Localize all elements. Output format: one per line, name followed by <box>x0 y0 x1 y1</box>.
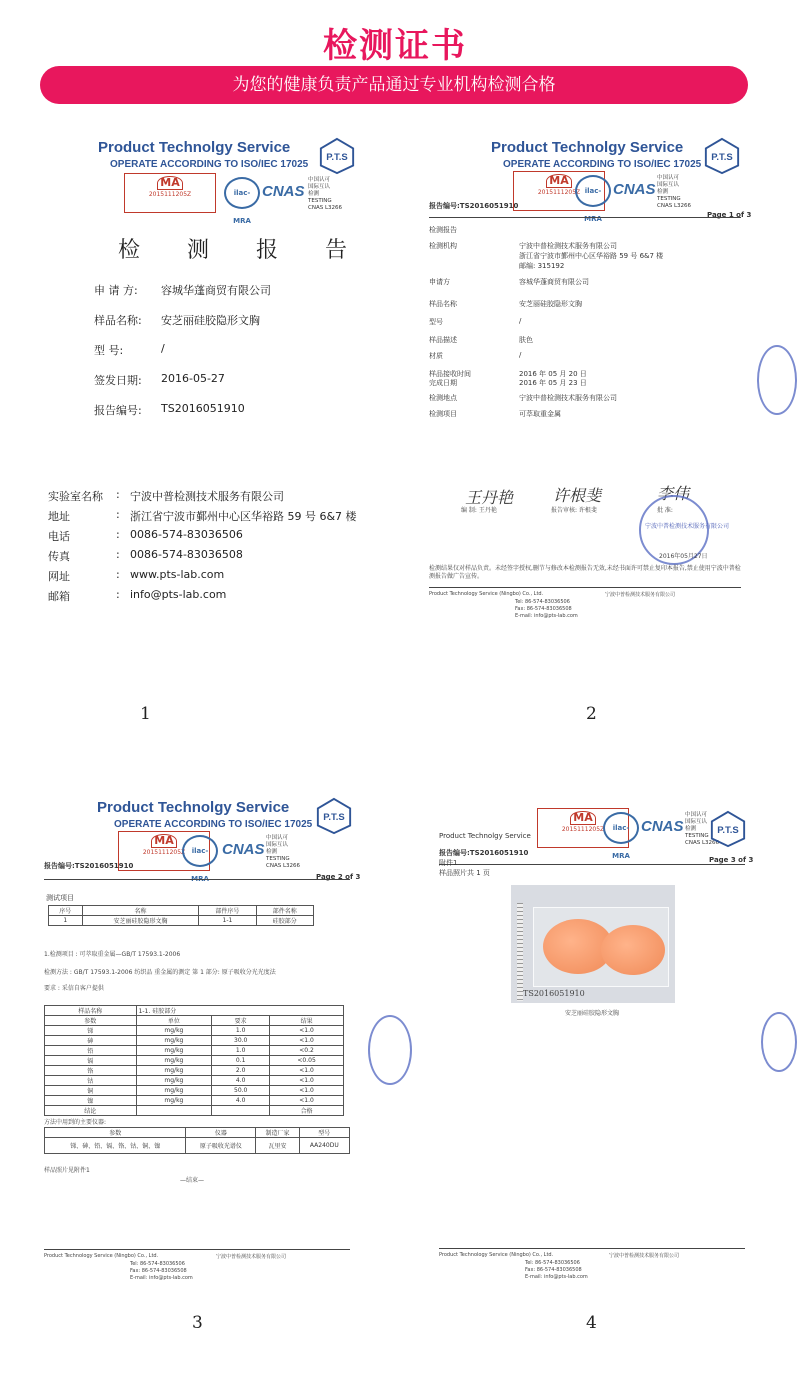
footer-company-en: Product Technology Service (Ningbo) Co., Ltd. <box>439 1252 554 1258</box>
page-indicator: Page 2 of 3 <box>316 873 361 881</box>
lab-label: 传真 <box>48 550 70 563</box>
end-mark: —结束— <box>180 1177 205 1184</box>
report-number: 报告编号:TS2016051910 <box>44 862 134 870</box>
footer-fax: Fax: 86-574-83036508 <box>515 606 572 612</box>
stamp-text: 宁波中普检测技术服务有限公司 <box>645 523 730 530</box>
cnas-logo: CNAS <box>641 818 684 835</box>
lab-label: 网址 <box>48 570 70 583</box>
report-title: 检 测 报 告 <box>118 238 367 263</box>
lab-value: 0086-574-83036508 <box>130 548 243 561</box>
ilac-mra-icon: ilac-MRA <box>224 177 260 209</box>
table-header: 制造厂家 <box>256 1128 299 1138</box>
lab-value: info@pts-lab.com <box>130 588 227 601</box>
lab-value: www.pts-lab.com <box>130 568 225 581</box>
svg-text:P.T.S: P.T.S <box>323 811 345 823</box>
row-value: 宁波中普检测技术服务有限公司 <box>519 242 617 250</box>
pts-logo-icon <box>318 137 356 175</box>
service-title: Product Technolgy Service <box>98 139 291 156</box>
row-label: 检测地点 <box>429 394 457 402</box>
field-label: 申 请 方: <box>94 284 138 297</box>
photo-caption: 安芝丽硅胶隐形文胸 <box>565 1010 620 1017</box>
page-number: 4 <box>586 1313 597 1333</box>
row-value: 2016 年 05 月 20 日 <box>519 370 587 378</box>
table-row: 砷 mg/kg 30.0 <1.0 <box>45 1036 344 1046</box>
row-value: / <box>519 351 522 359</box>
certificate-page-4[interactable] <box>425 800 775 1290</box>
field-value: 2016-05-27 <box>161 372 225 385</box>
edge-stamp <box>757 345 797 415</box>
row-label: 申请方 <box>429 278 450 286</box>
row-value: 可萃取重金属 <box>519 410 561 418</box>
table-header: 参数 <box>45 1128 186 1138</box>
photo-count: 样品照片共 1 页 <box>439 869 490 877</box>
signature-compiler: 王丹艳 <box>465 488 514 507</box>
edge-stamp <box>761 1012 797 1072</box>
field-label: 型 号: <box>94 344 124 357</box>
operate-text: OPERATE ACCORDING TO ISO/IEC 17025 <box>110 159 309 170</box>
item-table <box>48 905 314 926</box>
ilac-mra-icon: ilac-MRA <box>603 812 639 844</box>
annex-title: 附件1 <box>439 859 458 867</box>
method-line: 要求 : 采信自客户提供 <box>44 985 104 992</box>
footer-company-en: Product Technology Service (Ningbo) Co., Ltd. <box>44 1253 159 1259</box>
footer-email: E-mail: info@pts-lab.com <box>130 1275 193 1281</box>
footer-tel: Tel: 86-574-83036506 <box>130 1261 185 1267</box>
cma-seal: MA 2015111205Z <box>513 171 605 211</box>
signature-role: 编 制: 王丹艳 <box>461 507 497 514</box>
signature-approver: 李伟 <box>657 484 690 503</box>
table-row: 铅 mg/kg 1.0 <0.2 <box>45 1046 344 1056</box>
lab-label: 邮箱 <box>48 590 70 603</box>
table-row: 铬 mg/kg 2.0 <1.0 <box>45 1066 344 1076</box>
table-header: 仪器 <box>186 1128 256 1138</box>
method-line: 检测方法 : GB/T 17593.1-2006 纺织品 重金属的测定 第 1 部分: 原子吸收分光光度法 <box>44 969 276 976</box>
lab-value: 宁波中普检测技术服务有限公司 <box>130 490 284 503</box>
signature-reviewer: 许根斐 <box>553 486 602 505</box>
sample-photo[interactable] <box>511 885 675 1003</box>
certificate-page-3[interactable] <box>40 787 390 1292</box>
footer-company-en: Product Technology Service (Ningbo) Co., Ltd. <box>429 591 544 597</box>
table-row: 锑、砷、铅、镉、铬、钴、铜、镍 原子吸收光谱仪 瓦里安 AA240DU <box>45 1138 350 1154</box>
pts-logo-icon <box>703 137 741 175</box>
cnas-caption: 中国认可 国际互认 检测 TESTING CNAS L3266 <box>685 812 720 846</box>
lab-label: 地址 <box>48 510 70 523</box>
table-row: 镉 mg/kg 0.1 <0.05 <box>45 1056 344 1066</box>
page-indicator: Page 1 of 3 <box>707 211 752 219</box>
row-label: 型号 <box>429 318 443 326</box>
signature-role: 批 准: <box>657 507 673 514</box>
report-number: 报告编号:TS2016051910 <box>429 202 519 210</box>
row-label: 样品接收时间 <box>429 370 471 378</box>
row-value: 浙江省宁波市鄞州中心区华裕路 59 号 6&7 楼 <box>519 252 664 260</box>
photo-label: TS2016051910 <box>523 989 585 998</box>
row-label: 样品名称 <box>429 300 457 308</box>
method-line: 1.检测项目 : 可萃取重金属—GB/T 17593.1-2006 <box>44 951 181 958</box>
cnas-caption: 中国认可 国际互认 检测 TESTING CNAS L3266 <box>266 835 301 869</box>
operate-text: OPERATE ACCORDING TO ISO/IEC 17025 <box>114 819 313 830</box>
table-row: 钴 mg/kg 4.0 <1.0 <box>45 1076 344 1086</box>
certificate-page-1[interactable]: Product Technolgy Service OPERATE ACCORDING TO ISO/IEC 17025 P.T.S MA 2015111205Z ilac-MRA CNAS 中国认可 国际互认 检测 TESTING CNAS L3266 检 测 报 告 申 请 方: 容城华蓬商贸有限公司 样品名称: 安芝丽硅胶隐形文胸 型 号: / 签发日期: 2016-05-27 报告编号: TS2016051910 实验室名称 宁波中普检测技术服务有限公司 地址 浙江省宁波市鄞州中心区华裕路 59 号 6&7 楼 电话 0086-574-83036506 传真 0086-574-83036508 网址 www.pts-lab.com 邮箱 info@pts-lab.com : : : : : : <box>40 125 380 685</box>
cma-seal: MA 2015111205Z <box>118 831 210 871</box>
field-value: / <box>161 342 165 355</box>
instrument-title: 方法中用到的主要仪器: <box>44 1119 107 1126</box>
subtitle-banner: 为您的健康负责产品通过专业机构检测合格 <box>40 66 748 104</box>
table-header: 名称 <box>82 906 199 916</box>
table-row: 镍 mg/kg 4.0 <1.0 <box>45 1096 344 1106</box>
table-row: 锑 mg/kg 1.0 <1.0 <box>45 1026 344 1036</box>
page-indicator: Page 3 of 3 <box>709 856 754 864</box>
right-cup <box>601 925 665 975</box>
footer-email: E-mail: info@pts-lab.com <box>525 1274 588 1280</box>
pts-logo-icon <box>709 810 747 848</box>
footer-fax: Fax: 86-574-83036508 <box>130 1268 187 1274</box>
footer-company-cn: 宁波中普检测技术服务有限公司 <box>216 1254 287 1260</box>
page-number: 2 <box>586 704 597 724</box>
row-label: 检测机构 <box>429 242 457 250</box>
table-row: 1 安芝丽硅胶隐形文胸 1-1 硅胶部分 <box>49 916 314 926</box>
field-value: TS2016051910 <box>161 402 245 415</box>
table-header: 单位 <box>136 1016 212 1026</box>
cnas-logo: CNAS <box>262 183 305 200</box>
footer-tel: Tel: 86-574-83036506 <box>515 599 570 605</box>
table-row: 结论 合格 <box>45 1106 344 1116</box>
cma-seal: MA 2015111205Z <box>537 808 629 848</box>
field-label: 样品名称: <box>94 314 142 327</box>
row-value: 肤色 <box>519 336 533 344</box>
ilac-mra-icon: ilac-MRA <box>575 175 611 207</box>
table-header: 部件序号 <box>199 906 256 916</box>
row-value: 容城华蓬商贸有限公司 <box>519 278 589 286</box>
svg-text:P.T.S: P.T.S <box>711 151 733 163</box>
lab-value: 0086-574-83036506 <box>130 528 243 541</box>
footer-company-cn: 宁波中普检测技术服务有限公司 <box>609 1253 680 1259</box>
lab-label: 电话 <box>48 530 70 543</box>
section-title: 测试项目 <box>46 894 74 902</box>
field-value: 安芝丽硅胶隐形文胸 <box>161 314 260 327</box>
row-label: 检测项目 <box>429 410 457 418</box>
pts-logo-icon <box>315 797 353 835</box>
report-number: 报告编号:TS2016051910 <box>439 849 529 857</box>
service-title: Product Technolgy Service <box>439 832 531 840</box>
footer-fax: Fax: 86-574-83036508 <box>525 1267 582 1273</box>
svg-text:P.T.S: P.T.S <box>717 824 739 836</box>
table-header: 序号 <box>49 906 83 916</box>
section-title: 检测报告 <box>429 226 457 234</box>
table-header: 型号 <box>299 1128 349 1138</box>
cnas-caption: 中国认可 国际互认 检测 TESTING CNAS L3266 <box>657 175 692 209</box>
row-value: / <box>519 317 522 325</box>
row-label: 完成日期 <box>429 379 457 387</box>
cma-seal: MA 2015111205Z <box>124 173 216 213</box>
row-value: 宁波中普检测技术服务有限公司 <box>519 394 617 402</box>
row-value: 2016 年 05 月 23 日 <box>519 379 587 387</box>
ruler <box>517 903 523 1001</box>
page-number: 1 <box>140 704 151 724</box>
row-value: 安芝丽硅胶隐形文胸 <box>519 300 582 308</box>
service-title: Product Technolgy Service <box>491 139 684 156</box>
field-value: 容城华蓬商贸有限公司 <box>161 284 271 297</box>
field-label: 报告编号: <box>94 404 142 417</box>
certificate-page-2[interactable] <box>425 125 773 630</box>
field-label: 签发日期: <box>94 374 142 387</box>
row-label: 材质 <box>429 352 443 360</box>
report-note: 检测结果仅对样品负责。未经签字授权,删节与修改本检测报告无效,未经书面许可禁止复印本报告,禁止使用宁波中普检测报告做广告宣传。 <box>429 565 741 580</box>
lab-value: 浙江省宁波市鄞州中心区华裕路 59 号 6&7 楼 <box>130 510 357 523</box>
footer-company-cn: 宁波中普检测技术服务有限公司 <box>605 592 676 598</box>
table-header: 部件名称 <box>256 906 313 916</box>
cnas-logo: CNAS <box>222 841 265 858</box>
table-header: 结果 <box>270 1016 344 1026</box>
table-header: 要求 <box>212 1016 270 1026</box>
row-label: 样品描述 <box>429 336 457 344</box>
table-row: 铜 mg/kg 50.0 <1.0 <box>45 1086 344 1096</box>
footer-tel: Tel: 86-574-83036506 <box>525 1260 580 1266</box>
photo-note: 样品照片见附件1 <box>44 1167 90 1174</box>
operate-text: OPERATE ACCORDING TO ISO/IEC 17025 <box>503 159 702 170</box>
edge-stamp <box>368 1015 412 1085</box>
lab-label: 实验室名称 <box>48 490 103 503</box>
cnas-logo: CNAS <box>613 181 656 198</box>
page-title: 检测证书 <box>323 26 467 66</box>
signature-role: 报告审核: 许根斐 <box>551 507 597 514</box>
footer-email: E-mail: info@pts-lab.com <box>515 613 578 619</box>
service-title: Product Technolgy Service <box>97 799 290 816</box>
ilac-mra-icon: ilac-MRA <box>182 835 218 867</box>
stamp-date: 2016年05月27日 <box>659 553 708 560</box>
row-value: 邮编: 315192 <box>519 262 565 270</box>
page-number: 3 <box>192 1313 203 1333</box>
instrument-table <box>44 1127 350 1154</box>
results-table: 样品名称 1-1. 硅胶部分 参数 单位 要求 结果 锑 mg/kg 1.0 <1.0 砷 mg/kg 30.0 <1.0 铅 mg/kg 1.0 <0.2 镉 mg/kg 0.1 <0.05 铬 mg/kg 2.0 <1.0 钴 mg/kg 4.0 <1.0 铜 mg/kg 50.0 <1.0 镍 mg/kg 4.0 <1.0 结论 合格 <box>44 1005 344 1116</box>
cnas-caption: 中国认可 国际互认 检测 TESTING CNAS L3266 <box>308 177 343 211</box>
svg-text:P.T.S: P.T.S <box>326 151 348 163</box>
table-header: 参数 <box>45 1016 137 1026</box>
